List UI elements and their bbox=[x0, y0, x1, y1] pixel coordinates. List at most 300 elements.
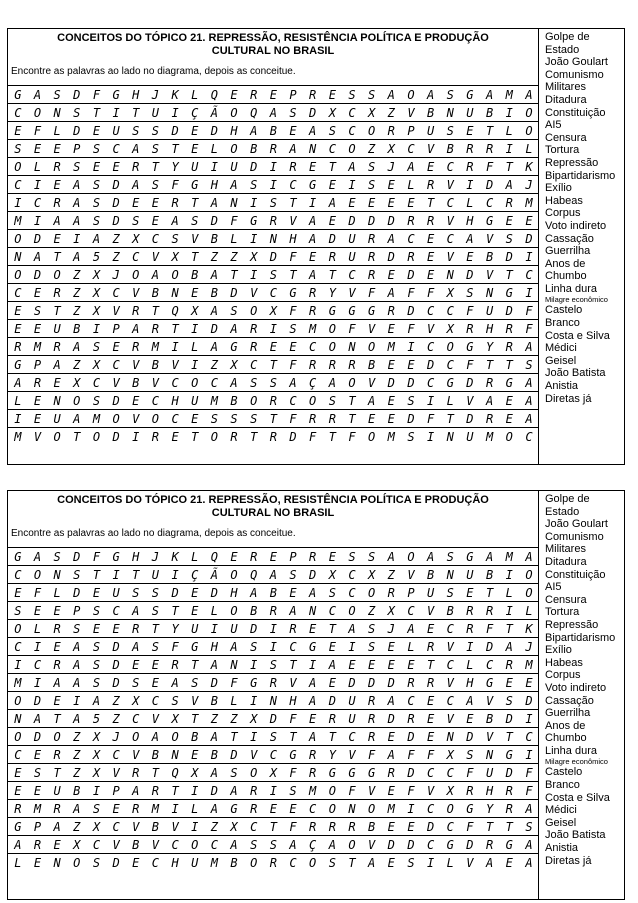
grid-cell: H bbox=[283, 692, 303, 710]
grid-cell: I bbox=[244, 194, 264, 212]
grid-cell: N bbox=[440, 428, 460, 446]
grid-cell: B bbox=[440, 602, 460, 620]
grid-cell: A bbox=[480, 86, 500, 104]
word-list-item: Bipartidarismo bbox=[545, 631, 616, 644]
grid-cell: C bbox=[165, 410, 185, 428]
word-list-item: Chumbo bbox=[545, 270, 587, 283]
grid-cell: Ç bbox=[303, 374, 323, 392]
grid-cell: E bbox=[283, 800, 303, 818]
grid-cell: E bbox=[381, 854, 401, 872]
grid-cell: T bbox=[47, 710, 67, 728]
grid-cell: O bbox=[519, 104, 539, 122]
grid-cell: I bbox=[28, 212, 48, 230]
grid-cell: D bbox=[381, 248, 401, 266]
grid-cell: J bbox=[519, 638, 539, 656]
grid-cell: D bbox=[323, 692, 343, 710]
grid-cell: X bbox=[440, 284, 460, 302]
grid-cell: T bbox=[224, 728, 244, 746]
grid-cell: A bbox=[283, 602, 303, 620]
grid-cell: Q bbox=[205, 548, 225, 566]
grid-cell: R bbox=[480, 410, 500, 428]
grid-cell: Z bbox=[67, 764, 87, 782]
grid-cell: T bbox=[185, 248, 205, 266]
grid-cell: E bbox=[381, 176, 401, 194]
word-list-item: João Batista bbox=[545, 829, 606, 842]
grid-cell: O bbox=[185, 374, 205, 392]
grid-cell: G bbox=[342, 764, 362, 782]
grid-cell: D bbox=[480, 176, 500, 194]
grid-cell: C bbox=[283, 392, 303, 410]
word-list-item: Tortura bbox=[545, 144, 580, 157]
grid-cell: D bbox=[401, 410, 421, 428]
grid-cell: S bbox=[87, 176, 107, 194]
grid-row bbox=[8, 194, 539, 212]
grid-cell: D bbox=[342, 212, 362, 230]
grid-cell: S bbox=[283, 104, 303, 122]
grid-cell: A bbox=[28, 710, 48, 728]
grid-cell: C bbox=[146, 854, 166, 872]
grid-cell: R bbox=[460, 320, 480, 338]
grid-cell: L bbox=[28, 158, 48, 176]
grid-cell: N bbox=[47, 392, 67, 410]
grid-cell: X bbox=[87, 728, 107, 746]
grid-cell: V bbox=[106, 374, 126, 392]
grid-row bbox=[8, 86, 539, 104]
grid-cell: T bbox=[146, 620, 166, 638]
grid-cell: O bbox=[8, 728, 28, 746]
grid-cell: O bbox=[224, 104, 244, 122]
grid-cell: Z bbox=[106, 710, 126, 728]
grid-cell: A bbox=[381, 548, 401, 566]
grid-cell: S bbox=[362, 176, 382, 194]
grid-cell: R bbox=[303, 746, 323, 764]
grid-cell: B bbox=[146, 284, 166, 302]
grid-cell: E bbox=[126, 194, 146, 212]
grid-cell: E bbox=[126, 392, 146, 410]
grid-cell: T bbox=[283, 656, 303, 674]
grid-cell: Y bbox=[165, 620, 185, 638]
grid-cell: T bbox=[165, 320, 185, 338]
grid-cell: A bbox=[205, 764, 225, 782]
puzzle-area-1 bbox=[8, 29, 539, 464]
word-list-item: AI5 bbox=[545, 119, 562, 132]
grid-cell: U bbox=[460, 104, 480, 122]
grid-cell: D bbox=[381, 836, 401, 854]
grid-cell: R bbox=[499, 800, 519, 818]
grid-cell: T bbox=[185, 710, 205, 728]
grid-cell: F bbox=[165, 638, 185, 656]
grid-cell: E bbox=[381, 410, 401, 428]
grid-cell: D bbox=[67, 548, 87, 566]
grid-cell: 5 bbox=[87, 710, 107, 728]
grid-cell: S bbox=[401, 428, 421, 446]
grid-cell: O bbox=[362, 584, 382, 602]
worksheet-1 bbox=[7, 28, 625, 465]
grid-cell: F bbox=[480, 158, 500, 176]
grid-cell: V bbox=[401, 566, 421, 584]
grid-cell: R bbox=[126, 338, 146, 356]
grid-cell: G bbox=[480, 674, 500, 692]
grid-cell: H bbox=[205, 176, 225, 194]
grid-cell: O bbox=[323, 338, 343, 356]
grid-cell: E bbox=[47, 230, 67, 248]
grid-cell: G bbox=[323, 764, 343, 782]
grid-cell: V bbox=[126, 746, 146, 764]
grid-cell: T bbox=[499, 728, 519, 746]
word-list-item: Diretas já bbox=[545, 392, 592, 405]
word-list-item: Anistia bbox=[545, 842, 579, 855]
grid-cell: E bbox=[185, 284, 205, 302]
grid-cell: E bbox=[47, 836, 67, 854]
grid-cell: A bbox=[67, 656, 87, 674]
grid-cell: I bbox=[499, 104, 519, 122]
grid-cell: F bbox=[87, 86, 107, 104]
grid-cell: S bbox=[87, 392, 107, 410]
grid-cell: N bbox=[342, 338, 362, 356]
grid-cell: D bbox=[401, 266, 421, 284]
grid-cell: E bbox=[28, 392, 48, 410]
grid-cell: E bbox=[460, 584, 480, 602]
grid-cell: N bbox=[47, 854, 67, 872]
grid-row bbox=[8, 692, 539, 710]
grid-cell: L bbox=[401, 638, 421, 656]
grid-cell: F bbox=[283, 764, 303, 782]
grid-cell: R bbox=[264, 854, 284, 872]
word-list-item: Castelo bbox=[545, 304, 583, 317]
grid-cell: A bbox=[519, 392, 539, 410]
grid-cell: F bbox=[362, 746, 382, 764]
grid-cell: U bbox=[47, 410, 67, 428]
grid-cell: T bbox=[47, 248, 67, 266]
grid-cell: A bbox=[499, 176, 519, 194]
grid-cell: T bbox=[283, 194, 303, 212]
grid-cell: V bbox=[440, 248, 460, 266]
grid-cell: G bbox=[362, 764, 382, 782]
grid-cell: C bbox=[440, 692, 460, 710]
grid-cell: D bbox=[28, 728, 48, 746]
grid-cell: F bbox=[519, 782, 539, 800]
grid-cell: X bbox=[381, 602, 401, 620]
grid-cell: S bbox=[87, 212, 107, 230]
grid-cell: A bbox=[519, 548, 539, 566]
grid-cell: B bbox=[224, 854, 244, 872]
grid-cell: I bbox=[67, 692, 87, 710]
word-list-item: Ditadura bbox=[545, 555, 587, 568]
grid-cell: C bbox=[244, 356, 264, 374]
word-list-item: Anos de bbox=[545, 719, 586, 732]
grid-cell: V bbox=[342, 284, 362, 302]
grid-cell: B bbox=[244, 602, 264, 620]
grid-cell: S bbox=[146, 176, 166, 194]
grid-cell: E bbox=[146, 674, 166, 692]
grid-cell: K bbox=[519, 158, 539, 176]
word-list-item: Exílio bbox=[545, 182, 572, 195]
grid-cell: F bbox=[342, 428, 362, 446]
grid-row bbox=[8, 818, 539, 836]
grid-cell: A bbox=[126, 782, 146, 800]
grid-cell: O bbox=[8, 230, 28, 248]
grid-cell: D bbox=[264, 710, 284, 728]
grid-cell: S bbox=[146, 140, 166, 158]
grid-cell: S bbox=[67, 158, 87, 176]
grid-cell: S bbox=[440, 584, 460, 602]
grid-cell: I bbox=[205, 620, 225, 638]
grid-cell: A bbox=[205, 800, 225, 818]
grid-cell: C bbox=[401, 140, 421, 158]
grid-cell: V bbox=[480, 266, 500, 284]
grid-cell: O bbox=[8, 158, 28, 176]
grid-cell: Q bbox=[205, 86, 225, 104]
grid-cell: A bbox=[323, 656, 343, 674]
grid-cell: L bbox=[224, 230, 244, 248]
grid-cell: D bbox=[106, 674, 126, 692]
grid-cell: A bbox=[303, 266, 323, 284]
grid-cell: G bbox=[499, 284, 519, 302]
grid-cell: R bbox=[362, 710, 382, 728]
grid-cell: Z bbox=[205, 356, 225, 374]
grid-cell: R bbox=[381, 584, 401, 602]
grid-cell: D bbox=[460, 728, 480, 746]
grid-cell: V bbox=[421, 320, 441, 338]
grid-cell: L bbox=[205, 140, 225, 158]
grid-cell: Z bbox=[106, 230, 126, 248]
grid-cell: D bbox=[28, 230, 48, 248]
grid-cell: S bbox=[244, 410, 264, 428]
grid-cell: E bbox=[106, 620, 126, 638]
grid-cell: S bbox=[244, 176, 264, 194]
grid-cell: L bbox=[28, 620, 48, 638]
grid-cell: P bbox=[401, 122, 421, 140]
grid-cell: O bbox=[185, 836, 205, 854]
grid-cell: S bbox=[28, 302, 48, 320]
grid-cell: U bbox=[185, 854, 205, 872]
grid-cell: E bbox=[126, 854, 146, 872]
grid-cell: L bbox=[185, 800, 205, 818]
grid-cell: O bbox=[362, 800, 382, 818]
grid-cell: X bbox=[264, 302, 284, 320]
grid-cell: H bbox=[480, 320, 500, 338]
grid-cell: E bbox=[47, 692, 67, 710]
grid-cell: R bbox=[264, 428, 284, 446]
grid-cell: C bbox=[519, 728, 539, 746]
grid-cell: T bbox=[67, 428, 87, 446]
grid-cell: A bbox=[126, 320, 146, 338]
grid-cell: C bbox=[303, 338, 323, 356]
grid-cell: C bbox=[440, 302, 460, 320]
word-list-item: Exílio bbox=[545, 644, 572, 657]
grid-cell: V bbox=[106, 302, 126, 320]
grid-cell: B bbox=[264, 584, 284, 602]
grid-cell: X bbox=[87, 818, 107, 836]
grid-cell: E bbox=[401, 656, 421, 674]
grid-cell: R bbox=[480, 374, 500, 392]
grid-cell: T bbox=[323, 620, 343, 638]
grid-cell: U bbox=[342, 692, 362, 710]
grid-cell: R bbox=[244, 338, 264, 356]
grid-cell: S bbox=[185, 674, 205, 692]
grid-cell: C bbox=[8, 284, 28, 302]
grid-cell: A bbox=[205, 656, 225, 674]
grid-cell: D bbox=[381, 374, 401, 392]
grid-cell: H bbox=[126, 548, 146, 566]
grid-cell: G bbox=[283, 746, 303, 764]
grid-cell: L bbox=[440, 854, 460, 872]
grid-cell: D bbox=[205, 674, 225, 692]
grid-cell: S bbox=[264, 266, 284, 284]
grid-cell: I bbox=[87, 782, 107, 800]
grid-cell: D bbox=[106, 392, 126, 410]
grid-cell: T bbox=[480, 122, 500, 140]
grid-cell: E bbox=[264, 338, 284, 356]
grid-cell: S bbox=[165, 692, 185, 710]
grid-cell: L bbox=[185, 548, 205, 566]
grid-cell: R bbox=[499, 656, 519, 674]
grid-cell: G bbox=[440, 836, 460, 854]
grid-cell: C bbox=[342, 728, 362, 746]
grid-cell: A bbox=[28, 86, 48, 104]
grid-cell: R bbox=[303, 356, 323, 374]
word-list-item: Militares bbox=[545, 543, 586, 556]
grid-cell: R bbox=[264, 602, 284, 620]
grid-cell: D bbox=[28, 266, 48, 284]
grid-cell: A bbox=[283, 836, 303, 854]
grid-cell: S bbox=[47, 548, 67, 566]
word-list-item: Voto indireto bbox=[545, 681, 607, 694]
grid-cell: G bbox=[8, 356, 28, 374]
grid-cell: G bbox=[244, 674, 264, 692]
grid-cell: E bbox=[185, 746, 205, 764]
grid-cell: D bbox=[381, 212, 401, 230]
grid-cell: D bbox=[499, 302, 519, 320]
grid-cell: F bbox=[480, 620, 500, 638]
word-list-item: Médici bbox=[545, 342, 577, 355]
grid-cell: G bbox=[499, 836, 519, 854]
grid-cell: D bbox=[401, 836, 421, 854]
grid-cell: C bbox=[8, 104, 28, 122]
grid-cell: S bbox=[283, 566, 303, 584]
grid-cell: C bbox=[421, 836, 441, 854]
grid-cell: C bbox=[165, 836, 185, 854]
grid-cell: L bbox=[499, 584, 519, 602]
grid-cell: D bbox=[381, 674, 401, 692]
word-list-item: Estado bbox=[545, 43, 580, 56]
grid-cell: O bbox=[67, 854, 87, 872]
grid-cell: L bbox=[460, 194, 480, 212]
grid-cell: E bbox=[323, 674, 343, 692]
grid-cell: R bbox=[342, 818, 362, 836]
grid-cell: A bbox=[87, 692, 107, 710]
grid-row bbox=[8, 548, 539, 566]
grid-cell: O bbox=[342, 140, 362, 158]
word-list-item: Milagre econômico bbox=[545, 295, 608, 305]
grid-cell: D bbox=[205, 122, 225, 140]
grid-cell: I bbox=[28, 176, 48, 194]
grid-cell: M bbox=[381, 428, 401, 446]
grid-cell: O bbox=[244, 302, 264, 320]
grid-cell: I bbox=[401, 338, 421, 356]
grid-cell: R bbox=[283, 158, 303, 176]
grid-cell: I bbox=[28, 674, 48, 692]
grid-cell: B bbox=[362, 356, 382, 374]
grid-cell: T bbox=[323, 428, 343, 446]
grid-cell: S bbox=[67, 620, 87, 638]
grid-cell: I bbox=[264, 320, 284, 338]
grid-cell: C bbox=[283, 176, 303, 194]
grid-cell: D bbox=[362, 212, 382, 230]
grid-cell: C bbox=[440, 356, 460, 374]
grid-cell: D bbox=[165, 122, 185, 140]
grid-cell: S bbox=[244, 836, 264, 854]
grid-cell: I bbox=[87, 320, 107, 338]
grid-cell: F bbox=[519, 302, 539, 320]
grid-cell: R bbox=[165, 194, 185, 212]
grid-cell: A bbox=[303, 212, 323, 230]
grid-cell: N bbox=[440, 104, 460, 122]
grid-cell: E bbox=[381, 392, 401, 410]
word-list-item: Voto indireto bbox=[545, 219, 607, 232]
grid-cell: R bbox=[47, 746, 67, 764]
grid-cell: G bbox=[224, 800, 244, 818]
grid-cell: U bbox=[480, 764, 500, 782]
grid-cell: O bbox=[165, 266, 185, 284]
grid-cell: L bbox=[224, 692, 244, 710]
grid-cell: E bbox=[499, 410, 519, 428]
grid-cell: H bbox=[224, 584, 244, 602]
grid-cell: D bbox=[165, 584, 185, 602]
grid-cell: V bbox=[440, 638, 460, 656]
grid-cell: G bbox=[303, 176, 323, 194]
grid-cell: S bbox=[146, 602, 166, 620]
grid-cell: Y bbox=[323, 746, 343, 764]
grid-cell: V bbox=[106, 764, 126, 782]
grid-cell: F bbox=[283, 410, 303, 428]
grid-cell: O bbox=[224, 140, 244, 158]
grid-cell: P bbox=[283, 548, 303, 566]
grid-cell: P bbox=[106, 320, 126, 338]
grid-cell: C bbox=[440, 194, 460, 212]
grid-cell: C bbox=[421, 302, 441, 320]
grid-cell: E bbox=[28, 746, 48, 764]
grid-cell: C bbox=[87, 836, 107, 854]
grid-cell: V bbox=[460, 854, 480, 872]
grid-cell: S bbox=[401, 854, 421, 872]
grid-cell: E bbox=[499, 854, 519, 872]
grid-cell: X bbox=[126, 230, 146, 248]
grid-cell: S bbox=[519, 818, 539, 836]
grid-cell: A bbox=[224, 782, 244, 800]
grid-cell: S bbox=[460, 746, 480, 764]
grid-row bbox=[8, 746, 539, 764]
grid-cell: B bbox=[146, 746, 166, 764]
grid-cell: D bbox=[519, 230, 539, 248]
grid-cell: D bbox=[67, 122, 87, 140]
grid-cell: E bbox=[323, 86, 343, 104]
grid-cell: P bbox=[28, 356, 48, 374]
grid-cell: H bbox=[283, 230, 303, 248]
grid-cell: L bbox=[519, 602, 539, 620]
grid-cell: R bbox=[244, 800, 264, 818]
grid-cell: E bbox=[421, 266, 441, 284]
grid-cell: R bbox=[264, 392, 284, 410]
grid-cell: O bbox=[342, 374, 362, 392]
grid-cell: M bbox=[381, 338, 401, 356]
grid-cell: C bbox=[342, 104, 362, 122]
grid-cell: U bbox=[106, 122, 126, 140]
grid-cell: A bbox=[421, 548, 441, 566]
grid-cell: V bbox=[28, 428, 48, 446]
grid-cell: S bbox=[47, 86, 67, 104]
word-list-item: Bipartidarismo bbox=[545, 169, 616, 182]
